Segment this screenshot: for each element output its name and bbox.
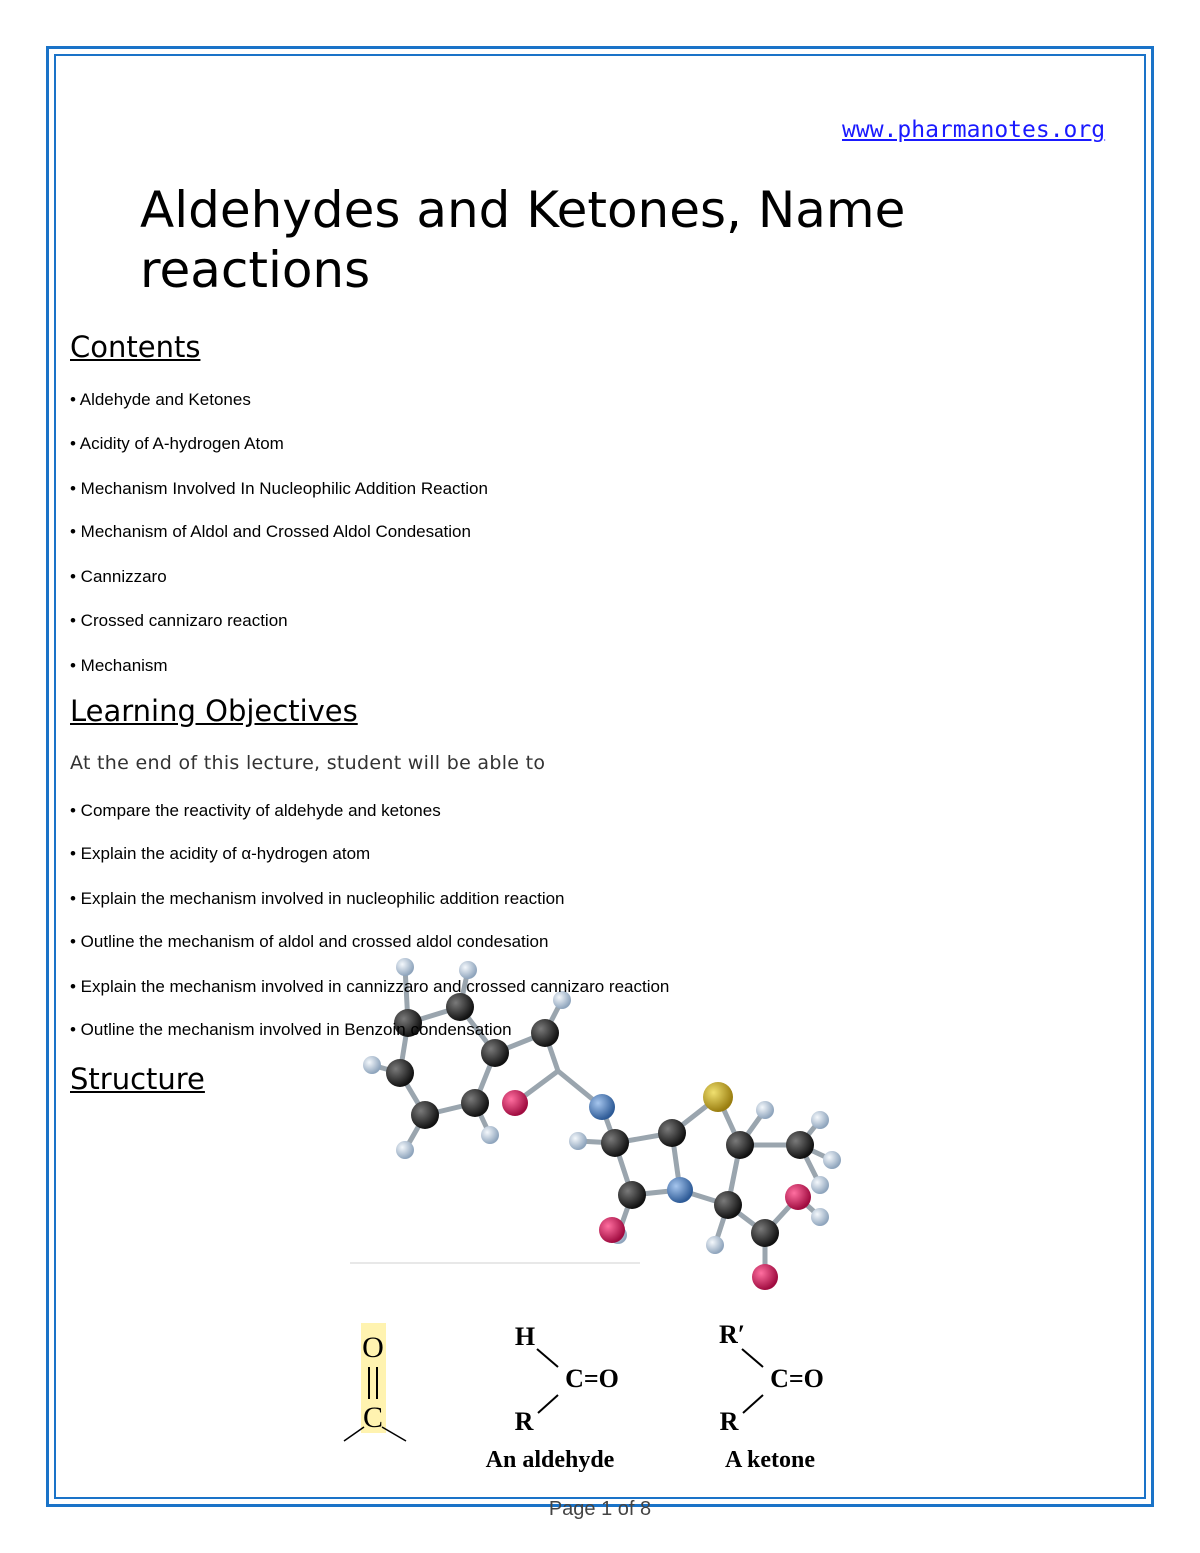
- ketone-r: R: [719, 1407, 739, 1436]
- carbonyl-oxygen: O: [362, 1331, 384, 1364]
- contents-item: • Acidity of A-hydrogen Atom: [70, 434, 284, 453]
- page-number: Page 1 of 8: [548, 1498, 652, 1520]
- ketone-carbonyl: C=O: [770, 1364, 824, 1393]
- objectives-item: • Outline the mechanism involved in Benzoin condensation: [70, 1020, 512, 1039]
- contents-item: • Mechanism of Aldol and Crossed Aldol Condesation: [70, 522, 471, 541]
- objectives-intro: At the end of this lecture, student will be able to: [70, 752, 546, 774]
- objectives-item: • Explain the acidity of α-hydrogen atom: [70, 844, 371, 863]
- contents-item: • Cannizzaro: [70, 567, 167, 586]
- objectives-item: • Compare the reactivity of aldehyde and ketones: [70, 801, 441, 820]
- objectives-item: • Explain the mechanism involved in cannizzaro and crossed cannizaro reaction: [70, 977, 670, 996]
- contents-item: • Mechanism: [70, 656, 168, 675]
- document-title: Aldehydes and Ketones, Name reactions: [140, 181, 906, 299]
- ketone-label: A ketone: [725, 1447, 815, 1473]
- objectives-heading: Learning Objectives: [70, 694, 358, 728]
- contents-heading: Contents: [70, 330, 201, 364]
- aldehyde-carbonyl: C=O: [565, 1364, 619, 1393]
- objectives-item: • Outline the mechanism of aldol and crossed aldol condesation: [70, 932, 549, 951]
- website-link[interactable]: www.pharmanotes.org: [842, 117, 1106, 143]
- aldehyde-h: H: [514, 1322, 536, 1351]
- contents-item: • Crossed cannizaro reaction: [70, 611, 288, 630]
- carbonyl-structures: [330, 1315, 850, 1480]
- structure-heading: Structure: [70, 1062, 205, 1096]
- aldehyde-r: R: [514, 1407, 534, 1436]
- contents-item: • Mechanism Involved In Nucleophilic Addition Reaction: [70, 479, 488, 498]
- carbonyl-carbon: C: [362, 1401, 384, 1434]
- contents-item: • Aldehyde and Ketones: [70, 390, 251, 409]
- ketone-r-prime: R′: [718, 1320, 746, 1349]
- molecule-illustration: [340, 945, 860, 1305]
- objectives-item: • Explain the mechanism involved in nucleophilic addition reaction: [70, 889, 565, 908]
- aldehyde-label: An aldehyde: [485, 1447, 615, 1473]
